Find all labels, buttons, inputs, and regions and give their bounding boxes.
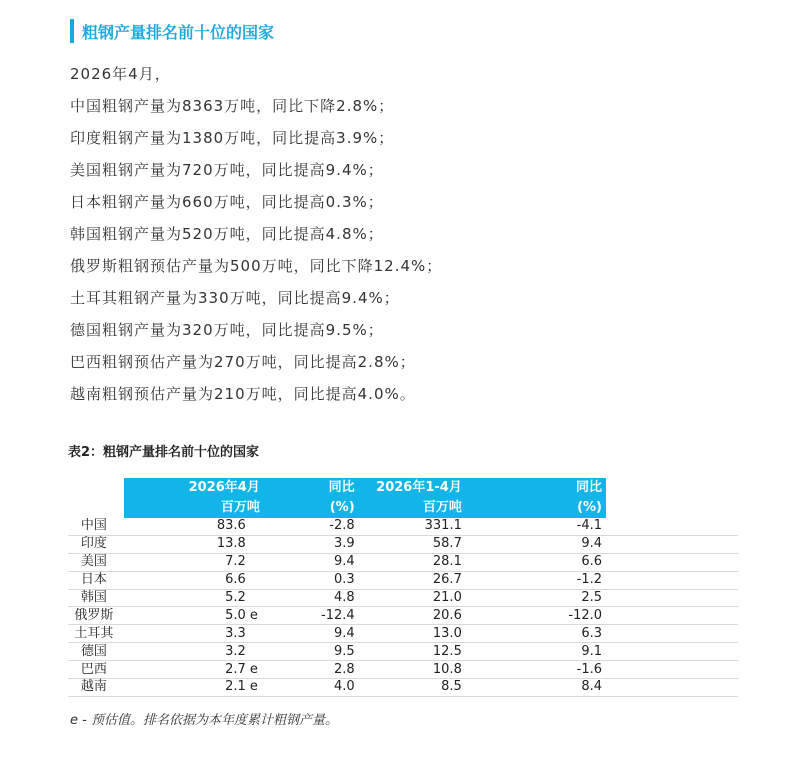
table-row [68, 553, 738, 571]
summary-line: 2026年4月， [70, 65, 171, 83]
summary-line: 中国粗钢产量为8363万吨，同比下降2.8%； [70, 97, 395, 115]
cell-country: 土耳其 [68, 625, 124, 643]
header-apr: 2026年4月 [124, 478, 264, 498]
cell-country: 韩国 [68, 589, 124, 607]
cell-yoy: 3.9 [264, 535, 359, 553]
header-ytd-yoy: 同比 [466, 478, 606, 498]
table-row [68, 625, 738, 643]
cell-country: 美国 [68, 553, 124, 571]
cell-spacer [606, 625, 738, 643]
cell-yoy: 9.5 [264, 643, 359, 661]
table-row [68, 571, 738, 589]
summary-line: 德国粗钢产量为320万吨，同比提高9.5%； [70, 321, 384, 339]
cell-yoy: 9.4 [264, 625, 359, 643]
cell-apr-value: 5.2 [225, 590, 246, 605]
cell-ytd: 10.8 [359, 661, 466, 679]
cell-ytd: 20.6 [359, 607, 466, 625]
table-row [68, 589, 738, 607]
cell-apr [124, 571, 264, 589]
cell-spacer [606, 553, 738, 571]
header-ytd-unit: 百万吨 [359, 498, 466, 518]
cell-ytd-yoy: 6.3 [466, 625, 606, 643]
cell-apr-value: 3.3 [225, 625, 246, 641]
cell-ytd: 28.1 [359, 553, 466, 571]
cell-ytd-yoy: -1.2 [466, 571, 606, 589]
table-row [68, 643, 738, 661]
cell-country: 越南 [68, 679, 124, 697]
cell-ytd: 21.0 [359, 589, 466, 607]
cell-yoy: 0.3 [264, 571, 359, 589]
cell-ytd: 13.0 [359, 625, 466, 643]
cell-ytd: 12.5 [359, 643, 466, 661]
summary-line: 印度粗钢产量为1380万吨，同比提高3.9%； [70, 129, 395, 147]
cell-country: 德国 [68, 643, 124, 661]
summary-line: 俄罗斯粗钢预估产量为500万吨，同比下降12.4%； [70, 257, 443, 275]
table-row [68, 679, 738, 697]
summary-line: 越南粗钢预估产量为210万吨，同比提高4.0%。 [70, 385, 416, 403]
header-ytd: 2026年1-4月 [359, 478, 466, 498]
cell-spacer [606, 518, 738, 535]
cell-spacer [606, 661, 738, 679]
heading-accent-bar [70, 19, 74, 43]
cell-ytd: 8.5 [359, 679, 466, 697]
cell-ytd-yoy: 6.6 [466, 553, 606, 571]
estimate-marker: e [249, 679, 258, 695]
cell-ytd-yoy: 8.4 [466, 679, 606, 697]
table-header-row [68, 478, 738, 498]
summary-line: 韩国粗钢产量为520万吨，同比提高4.8%； [70, 225, 384, 243]
estimate-marker: e [249, 661, 258, 677]
cell-spacer [606, 589, 738, 607]
cell-apr [124, 518, 264, 535]
table-row [68, 518, 738, 535]
table-caption: 表2：粗钢产量排名前十位的国家 [68, 445, 260, 460]
header-apr-unit: 百万吨 [124, 498, 264, 518]
cell-yoy: -12.4 [264, 607, 359, 625]
section-heading [70, 18, 274, 44]
header-ytd-yoy-unit: (%) [466, 498, 606, 518]
footnote: e - 预估值。排名依据为本年度累计粗钢产量。 [70, 713, 338, 728]
cell-spacer [606, 571, 738, 589]
cell-ytd-yoy: 9.4 [466, 535, 606, 553]
cell-spacer [606, 679, 738, 697]
cell-apr-value: 6.6 [225, 572, 246, 588]
cell-apr-value: 2.1 [225, 679, 246, 695]
summary-lines [70, 58, 770, 410]
cell-apr-value: 3.2 [225, 643, 246, 659]
cell-apr-value: 83.6 [216, 518, 246, 534]
heading-title: 粗钢产量排名前十位的国家 [82, 22, 275, 42]
cell-yoy: 9.4 [264, 553, 359, 571]
cell-yoy: 4.0 [264, 679, 359, 697]
header-yoy-unit: (%) [264, 498, 359, 518]
header-blank [606, 498, 738, 518]
cell-country: 俄罗斯 [68, 607, 124, 625]
summary-line: 巴西粗钢预估产量为270万吨，同比提高2.8%； [70, 353, 416, 371]
cell-yoy: -2.8 [264, 518, 359, 535]
header-blank [68, 478, 124, 498]
cell-ytd-yoy: 9.1 [466, 643, 606, 661]
table-row [68, 535, 738, 553]
cell-apr-value: 13.8 [216, 536, 246, 552]
cell-apr [124, 679, 264, 697]
cell-spacer [606, 643, 738, 661]
cell-ytd-yoy: -4.1 [466, 518, 606, 535]
cell-apr [124, 589, 264, 607]
estimate-marker: e [249, 607, 258, 623]
header-blank [606, 478, 738, 498]
cell-apr-value: 2.7 [225, 661, 246, 677]
cell-country: 印度 [68, 535, 124, 553]
cell-apr [124, 661, 264, 679]
cell-spacer [606, 607, 738, 625]
steel-production-table [68, 478, 738, 697]
cell-apr-value: 5.0 [225, 607, 246, 623]
cell-apr [124, 553, 264, 571]
cell-ytd: 58.7 [359, 535, 466, 553]
cell-ytd-yoy: 2.5 [466, 589, 606, 607]
summary-line: 日本粗钢产量为660万吨，同比提高0.3%； [70, 193, 384, 211]
cell-yoy: 2.8 [264, 661, 359, 679]
cell-apr [124, 643, 264, 661]
cell-country: 中国 [68, 518, 124, 535]
cell-country: 日本 [68, 571, 124, 589]
table-row [68, 661, 738, 679]
cell-yoy: 4.8 [264, 589, 359, 607]
table-header-row [68, 498, 738, 518]
cell-ytd-yoy: -1.6 [466, 661, 606, 679]
cell-ytd: 331.1 [359, 518, 466, 535]
cell-apr [124, 607, 264, 625]
summary-line: 美国粗钢产量为720万吨，同比提高9.4%； [70, 161, 384, 179]
header-blank [68, 498, 124, 518]
table-row [68, 607, 738, 625]
header-yoy: 同比 [264, 478, 359, 498]
summary-line: 土耳其粗钢产量为330万吨，同比提高9.4%； [70, 289, 400, 307]
cell-apr-value: 7.2 [225, 554, 246, 570]
cell-country: 巴西 [68, 661, 124, 679]
cell-apr [124, 535, 264, 553]
cell-spacer [606, 535, 738, 553]
cell-ytd-yoy: -12.0 [466, 607, 606, 625]
cell-ytd: 26.7 [359, 571, 466, 589]
cell-apr [124, 625, 264, 643]
